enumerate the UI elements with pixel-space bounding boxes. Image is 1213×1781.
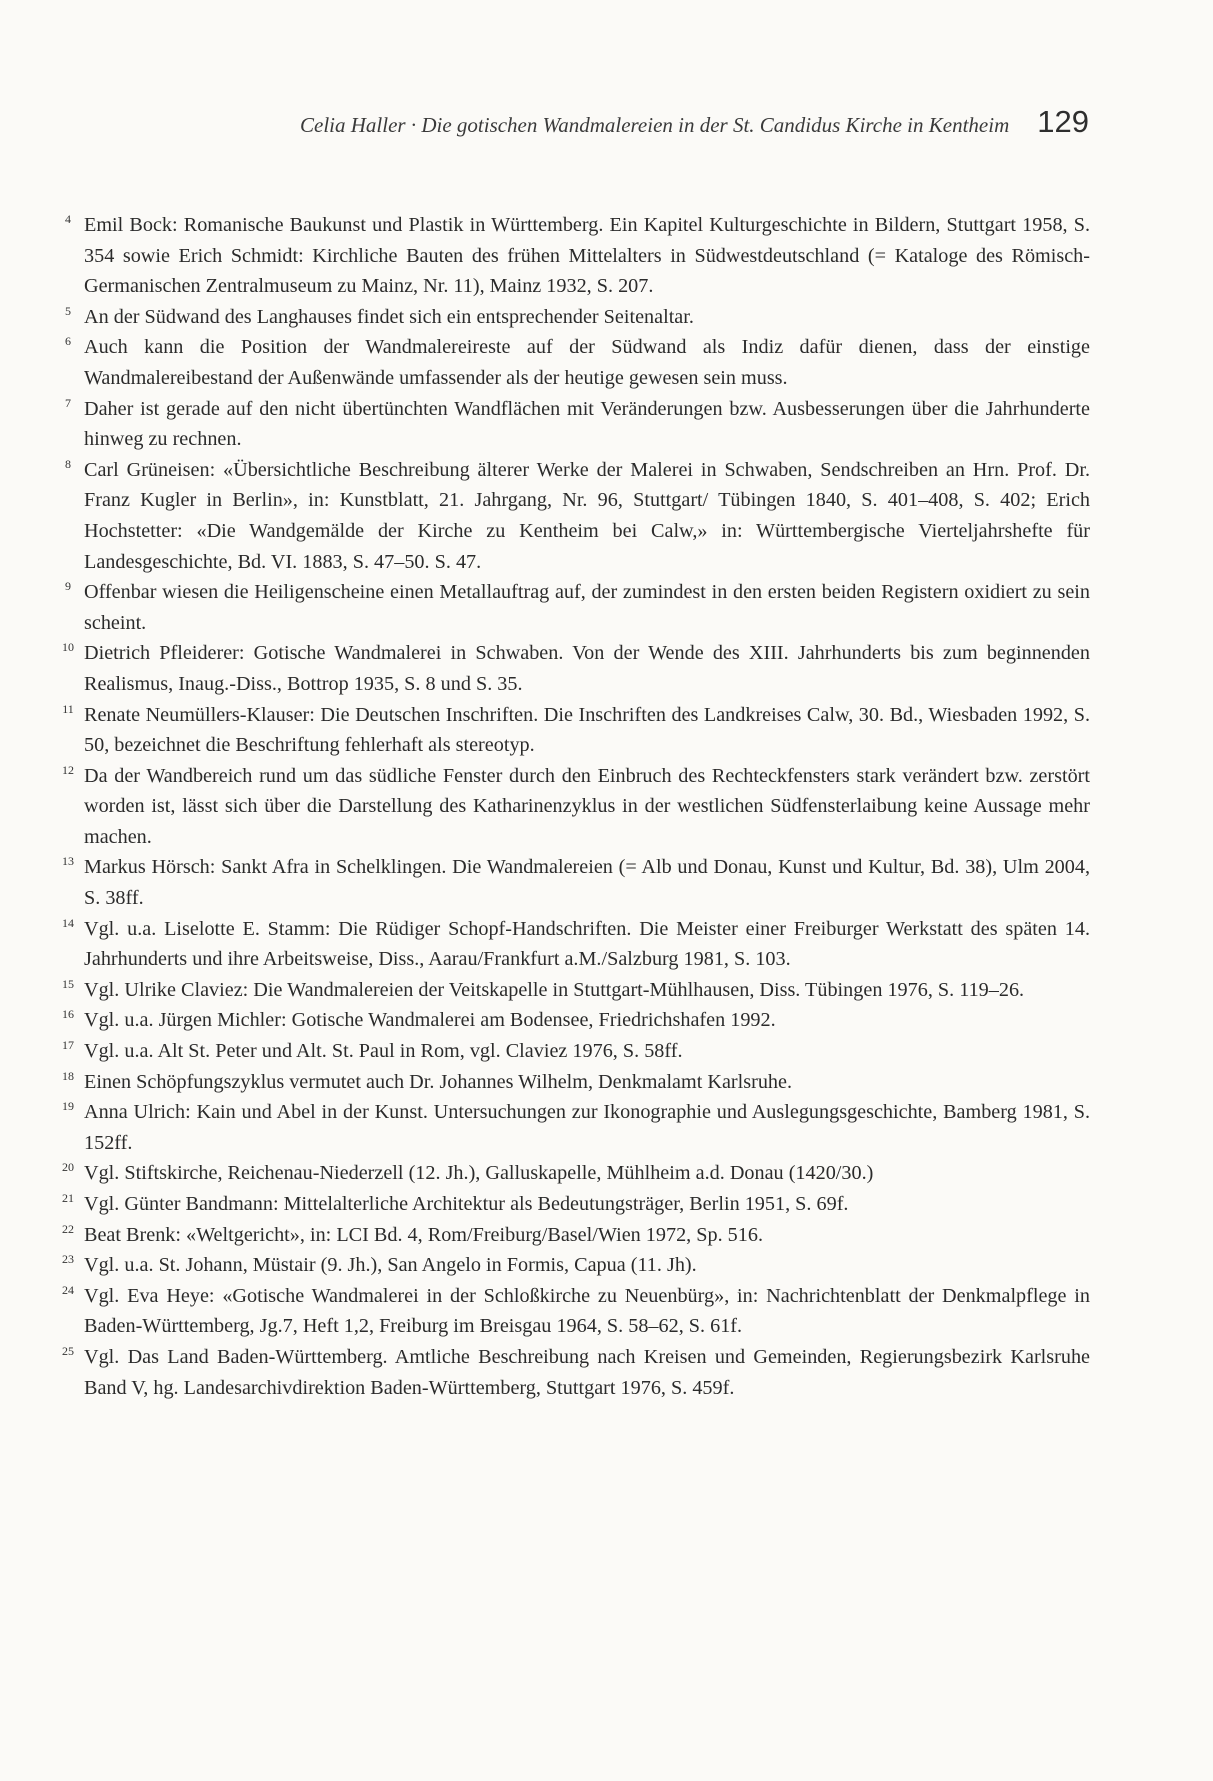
footnote-text: Da der Wandbereich rund um das südliche Fenster durch den Einbruch des Rechteckfensters stark verändert bzw. zerstört worden ist, lässt sich über die Darstellung des Katharinenzyklus in der westlichen Südfensterlaibung keine Aussage mehr machen. — [84, 764, 1090, 848]
footnote-text: Dietrich Pfleiderer: Gotische Wandmalerei in Schwaben. Von der Wende des XIII. Jahrhunderts bis zum beginnenden Realismus, Inaug.-Diss., Bottrop 1935, S. 8 und S. 35. — [84, 642, 1090, 695]
footnote-text: Carl Grüneisen: «Übersichtliche Beschreibung älterer Werke der Malerei in Schwaben, Sendschreiben an Hrn. Prof. Dr. Franz Kugler in Berlin», in: Kunstblatt, 21. Jahrgang, Nr. 96, Stuttgart/ Tübingen 1840, S. 401–408, S. 402; Erich Hochstetter: «Die Wandgemälde der Kirche zu Kentheim bei Calw,» in: Württembergische Vierteljahrshefte für Landesgeschichte, Bd. VI. 1883, S. 47–50. S. 47. — [84, 458, 1090, 573]
footnote-text: An der Südwand des Langhauses findet sich ein entsprechender Seitenaltar. — [84, 305, 694, 328]
footnote — [56, 700, 1090, 761]
footnote-number: 4 — [65, 212, 71, 226]
footnote-text: Vgl. u.a. Jürgen Michler: Gotische Wandmalerei am Bodensee, Friedrichshafen 1992. — [84, 1009, 776, 1032]
footnote-text: Vgl. u.a. St. Johann, Müstair (9. Jh.), San Angelo in Formis, Capua (11. Jh). — [84, 1254, 697, 1277]
footnote-text: Offenbar wiesen die Heiligenscheine einen Metallauftrag auf, der zumindest in den ersten beiden Registern oxidiert zu sein scheint. — [84, 581, 1090, 634]
footnote-number: 14 — [62, 915, 74, 930]
footnote — [56, 975, 1090, 1006]
footnote-text: Markus Hörsch: Sankt Afra in Schelklingen. Die Wandmalereien (= Alb und Donau, Kunst und Kultur, Bd. 38), Ulm 2004, S. 38ff. — [84, 856, 1090, 910]
footnote-text: Auch kann die Position der Wandmalereireste auf der Südwand als Indiz dafür dienen, dass der einstige Wandmalereibestand der Außenwände umfassender als der heutige gewesen sein muss. — [84, 336, 1090, 389]
running-title: Celia Haller · Die gotischen Wandmalereien in der St. Candidus Kirche in Kentheim — [300, 113, 1010, 137]
footnote — [56, 577, 1090, 638]
footnote-number: 12 — [62, 762, 74, 777]
footnote-text: Vgl. Das Land Baden-Württemberg. Amtliche Beschreibung nach Kreisen und Gemeinden, Regierungsbezirk Karlsruhe Band V, hg. Landesarchivdirektion Baden-Württemberg, Stuttgart 1976, S. 459f. — [84, 1345, 1090, 1399]
page-number: 129 — [1037, 104, 1089, 139]
footnote-number: 11 — [62, 701, 74, 716]
footnote-text: Vgl. u.a. Liselotte E. Stamm: Die Rüdiger Schopf-Handschriften. Die Meister einer Freiburger Werkstatt des späten 14. Jahrhunderts und ihre Arbeitsweise, Diss., Aarau/Frankfurt a.M./Salzburg 1981, S. 103. — [84, 917, 1090, 971]
footnote-number: 6 — [65, 334, 71, 349]
footnote-text: Emil Bock: Romanische Baukunst und Plastik in Württemberg. Ein Kapitel Kulturgeschichte in Bildern, Stuttgart 1958, S. 354 sowie Erich Schmidt: Kirchliche Bauten des frühen Mittelalters in Südwestdeutschland (= Kataloge des Römisch-Germanischen Zentralmuseum zu Mainz, Nr. 11), Mainz 1932, S. 207. — [84, 214, 1090, 298]
footnote — [56, 1189, 1090, 1220]
footnote-number: 10 — [62, 640, 74, 655]
footnote — [56, 1220, 1090, 1251]
footnote-text: Vgl. Stiftskirche, Reichenau-Niederzell (12. Jh.), Galluskapelle, Mühlheim a.d. Donau (1420/30.) — [84, 1162, 874, 1185]
footnote-number: 23 — [62, 1252, 74, 1267]
footnote — [56, 455, 1090, 577]
footnote-number: 9 — [65, 579, 71, 594]
footnote-number: 7 — [65, 395, 71, 410]
footnote-text: Renate Neumüllers-Klauser: Die Deutschen Inschriften. Die Inschriften des Landkreises Calw, 30. Bd., Wiesbaden 1992, S. 50, bezeichnet die Beschriftung fehlerhaft als stereotyp. — [84, 703, 1090, 757]
footnote-number: 18 — [62, 1068, 74, 1083]
footnote-text: Vgl. Ulrike Claviez: Die Wandmalereien der Veitskapelle in Stuttgart-Mühlhausen, Diss. Tübingen 1976, S. 119–26. — [84, 978, 1025, 1001]
footnote-number: 24 — [62, 1282, 74, 1297]
footnote — [56, 1097, 1090, 1158]
footnote — [56, 394, 1090, 455]
footnote-list — [56, 210, 1090, 1403]
footnote — [56, 302, 1090, 333]
footnote-number: 8 — [65, 456, 71, 471]
footnote — [56, 332, 1090, 393]
footnote — [56, 1036, 1090, 1067]
footnote-text: Einen Schöpfungszyklus vermutet auch Dr. Johannes Wilhelm, Denkmalamt Karlsruhe. — [84, 1070, 793, 1093]
footnote — [56, 1250, 1090, 1281]
footnote — [56, 914, 1090, 975]
running-head — [160, 104, 1089, 144]
footnote — [56, 1158, 1090, 1189]
footnote — [56, 1281, 1090, 1342]
footnote — [56, 1067, 1090, 1098]
footnote-number: 15 — [62, 976, 74, 991]
footnote-number: 13 — [62, 854, 74, 869]
footnote-text: Vgl. u.a. Alt St. Peter und Alt. St. Paul in Rom, vgl. Claviez 1976, S. 58ff. — [84, 1040, 683, 1063]
footnote-number: 25 — [62, 1343, 74, 1358]
footnote-number: 17 — [62, 1038, 74, 1053]
footnote-number: 19 — [62, 1099, 74, 1114]
footnote-number: 5 — [65, 303, 71, 318]
footnote-number: 21 — [62, 1191, 74, 1205]
footnote-text: Beat Brenk: «Weltgericht», in: LCI Bd. 4, Rom/Freiburg/Basel/Wien 1972, Sp. 516. — [84, 1223, 764, 1246]
footnote-text: Vgl. Eva Heye: «Gotische Wandmalerei in der Schloßkirche zu Neuenbürg», in: Nachrichtenblatt der Denkmalpflege in Baden-Württemberg, Jg.7, Heft 1,2, Freiburg im Breisgau 1964, S. 58–62, S. 61f. — [84, 1284, 1090, 1338]
footnote-text: Anna Ulrich: Kain und Abel in der Kunst. Untersuchungen zur Ikonographie und Auslegungsgeschichte, Bamberg 1981, S. 152ff. — [84, 1101, 1090, 1154]
footnote — [56, 852, 1090, 913]
footnote-number: 20 — [62, 1160, 74, 1175]
footnote — [56, 638, 1090, 699]
footnote-number: 22 — [62, 1221, 74, 1236]
footnote-text: Daher ist gerade auf den nicht übertünchten Wandflächen mit Veränderungen bzw. Ausbesserungen über die Jahrhunderte hinweg zu rechnen. — [84, 397, 1090, 451]
footnote — [56, 1342, 1090, 1403]
footnote — [56, 1005, 1090, 1036]
footnote-text: Vgl. Günter Bandmann: Mittelalterliche Architektur als Bedeutungsträger, Berlin 1951, S. 69f. — [84, 1193, 849, 1215]
footnote — [56, 761, 1090, 853]
footnote-number: 16 — [62, 1007, 74, 1022]
footnote — [56, 210, 1090, 302]
